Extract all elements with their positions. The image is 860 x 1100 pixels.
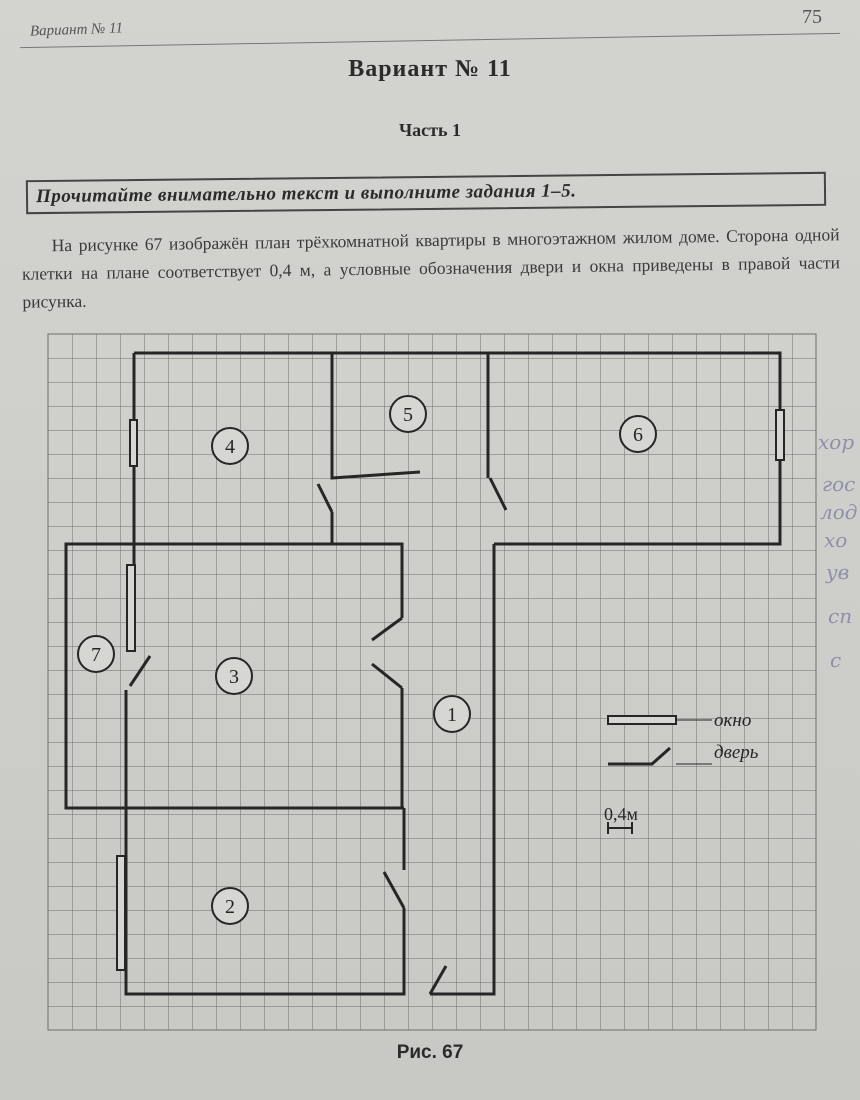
- room-label-7: [78, 636, 114, 672]
- window-room-4: [130, 420, 137, 466]
- svg-text:2: 2: [225, 896, 235, 918]
- margin-note: лод: [820, 500, 858, 524]
- svg-text:4: 4: [225, 436, 235, 458]
- legend-door-label: дверь: [714, 742, 759, 763]
- room-label-2: [212, 888, 248, 924]
- room-label-6: [620, 416, 656, 452]
- instruction-text: Прочитайте внимательно текст и выполните задания 1–5.: [35, 180, 577, 208]
- running-head: Вариант № 11: [29, 20, 124, 40]
- window-room-2: [117, 856, 125, 970]
- legend-window-label: окно: [714, 710, 752, 731]
- margin-note: хо: [824, 528, 848, 552]
- margin-note: сп: [828, 604, 853, 628]
- part-title: Часть 1: [398, 120, 462, 140]
- window-room-6: [776, 410, 784, 460]
- legend-scale-label: 0,4м: [604, 804, 638, 824]
- svg-text:5: 5: [403, 404, 413, 426]
- room-label-1: [434, 696, 470, 732]
- margin-note: ув: [826, 560, 850, 584]
- margin-note: хор: [818, 430, 855, 454]
- room-label-5: [390, 396, 426, 432]
- margin-note: гос: [822, 472, 856, 496]
- margin-note: с: [830, 648, 842, 672]
- svg-text:1: 1: [447, 704, 457, 726]
- svg-text:7: 7: [91, 644, 101, 666]
- room-label-4: [212, 428, 248, 464]
- plan-grid: [48, 334, 816, 1030]
- window-room-7: [127, 565, 135, 651]
- figure-caption: Рис. 67: [396, 1042, 464, 1063]
- page-number: 75: [802, 6, 822, 28]
- svg-text:6: 6: [633, 424, 643, 446]
- variant-title: Вариант № 11: [348, 56, 512, 82]
- room-label-3: [216, 658, 252, 694]
- intro-paragraph: На рисунке 67 изображён план трёхкомнатной квартиры в многоэтажном жилом доме. Сторона одной клетки на плане соответствует 0,4 м, а условные обозначения двери и окна приведены в правой части рисунка.: [21, 224, 841, 312]
- svg-text:3: 3: [229, 666, 239, 688]
